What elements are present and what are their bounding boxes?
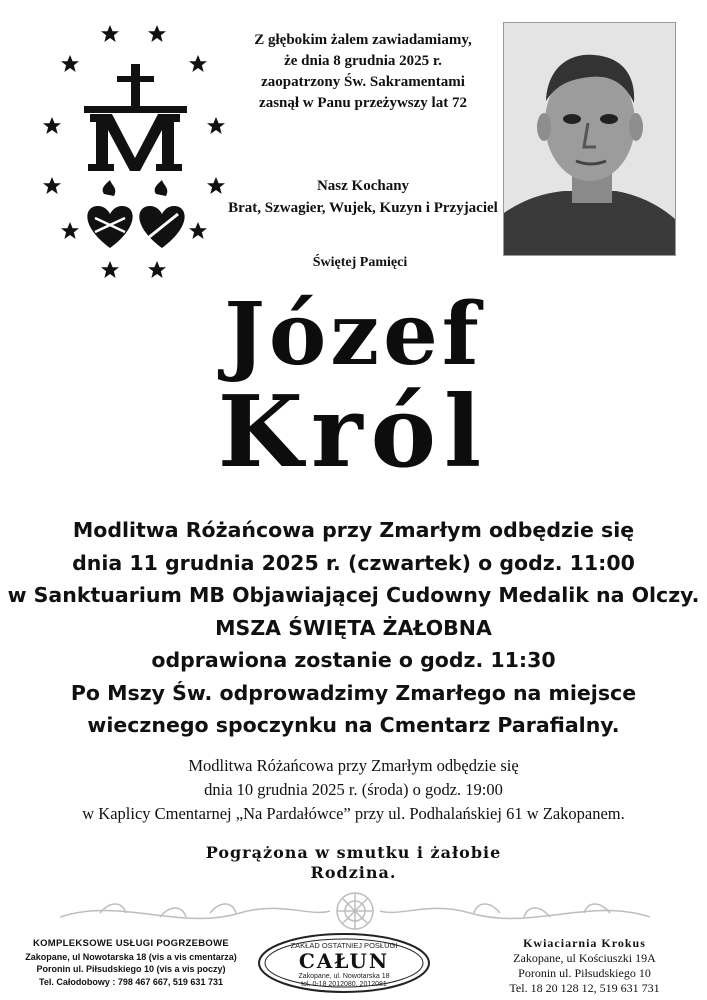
star-icon [207, 117, 225, 134]
funeral-home-title: KOMPLEKSOWE USŁUGI POGRZEBOWE [32, 938, 230, 949]
funeral-home-line: Tel. Całodobowy : 798 467 667, 519 631 731 [39, 976, 223, 987]
beloved-line: Brat, Szwagier, Wujek, Kuzyn i Przyjaciel [228, 200, 498, 216]
funeral-details-line: wiecznego spoczynku na Cmentarz Parafialny. [87, 713, 620, 737]
star-icon [189, 55, 207, 72]
miraculous-medal-emblem [40, 18, 235, 283]
star-icon [101, 261, 119, 278]
memory-label: Świętej Pamięci [312, 255, 408, 270]
immaculate-heart-icon [139, 180, 184, 248]
funeral-home-line: Zakopane, ul Nowotarska 18 (vis a vis cmentarza) [25, 951, 237, 962]
funeral-details-line: Modlitwa Różańcowa przy Zmarłym odbędzie się [72, 518, 635, 542]
star-icon [189, 222, 207, 239]
beloved-description [222, 175, 504, 219]
announcement-line: zaopatrzony Św. Sakramentami [261, 74, 465, 90]
star-icon [43, 117, 61, 134]
star-icon [148, 25, 166, 42]
funeral-details-line: MSZA ŚWIĘTA ŻAŁOBNA [215, 615, 492, 640]
star-icon [43, 177, 61, 194]
funeral-details-line: w Sanktuarium MB Objawiającej Cudowny Medalik na Olczy. [7, 583, 700, 607]
funeral-details-line: Po Mszy Św. odprowadzimy Zmarłego na miejsce [70, 680, 637, 705]
funeral-home-line: Poronin ul. Piłsudskiego 10 (vis a vis poczy) [36, 964, 226, 974]
deceased-last-name: Król [217, 375, 490, 490]
funeral-home-info [20, 938, 242, 988]
announcement-line: że dnia 8 grudnia 2025 r. [284, 53, 442, 69]
florist-line: Tel. 18 20 128 12, 519 631 731 [509, 981, 660, 995]
funeral-home-seal [256, 932, 432, 994]
star-icon-group [43, 25, 225, 278]
grief-line: Rodzina. [310, 863, 397, 882]
seal-phone: tel. 0-18 2012080, 2012081 [301, 981, 387, 988]
bar-icon [84, 106, 187, 113]
star-icon [148, 261, 166, 278]
cross-icon [117, 64, 154, 108]
funeral-details-line: dnia 11 grudnia 2025 r. (czwartek) o godz. 11:00 [72, 550, 635, 575]
star-icon [101, 25, 119, 42]
funeral-details-line: odprawiona zostanie o godz. 11:30 [151, 648, 556, 672]
rosary-line: dnia 10 grudnia 2025 r. (środa) o godz. 19:00 [204, 780, 503, 799]
portrait-photo [503, 22, 676, 256]
marian-monogram-icon [88, 114, 182, 171]
florist-line: Zakopane, ul Kościuszki 19A [513, 951, 656, 965]
funeral-details [0, 514, 707, 742]
family-signature [0, 843, 707, 883]
announcement-line: zasnął w Panu przeżywszy lat 72 [259, 95, 467, 111]
grief-line: Pogrążona w smutku i żałobie [205, 843, 502, 862]
florist-info [472, 936, 697, 996]
star-icon [61, 222, 79, 239]
seal-top-text: ZAKŁAD OSTATNIEJ POSŁUGI [290, 941, 398, 950]
star-icon [61, 55, 79, 72]
sacred-heart-icon [87, 180, 132, 248]
deceased-first-name: Józef [224, 284, 483, 385]
rosary-line: w Kaplicy Cmentarnej „Na Pardałówce” przy ul. Podhalańskiej 61 w Zakopanem. [82, 804, 625, 823]
portrait-image [504, 23, 675, 255]
beloved-line: Nasz Kochany [316, 178, 410, 194]
death-announcement [238, 30, 488, 114]
florist-title: Kwiaciarnia Krokus [523, 936, 646, 950]
seal-name: CAŁUN [298, 949, 390, 973]
rosary-details [0, 754, 707, 826]
announcement-line: Z głębokim żalem zawiadamiamy, [254, 32, 472, 48]
rosary-line: Modlitwa Różańcowa przy Zmarłym odbędzie się [188, 756, 519, 775]
floral-ornament-icon [60, 887, 650, 935]
seal-address: Zakopane, ul. Nowotarska 18 [298, 973, 390, 980]
florist-line: Poronin ul. Piłsudskiego 10 [518, 966, 651, 980]
